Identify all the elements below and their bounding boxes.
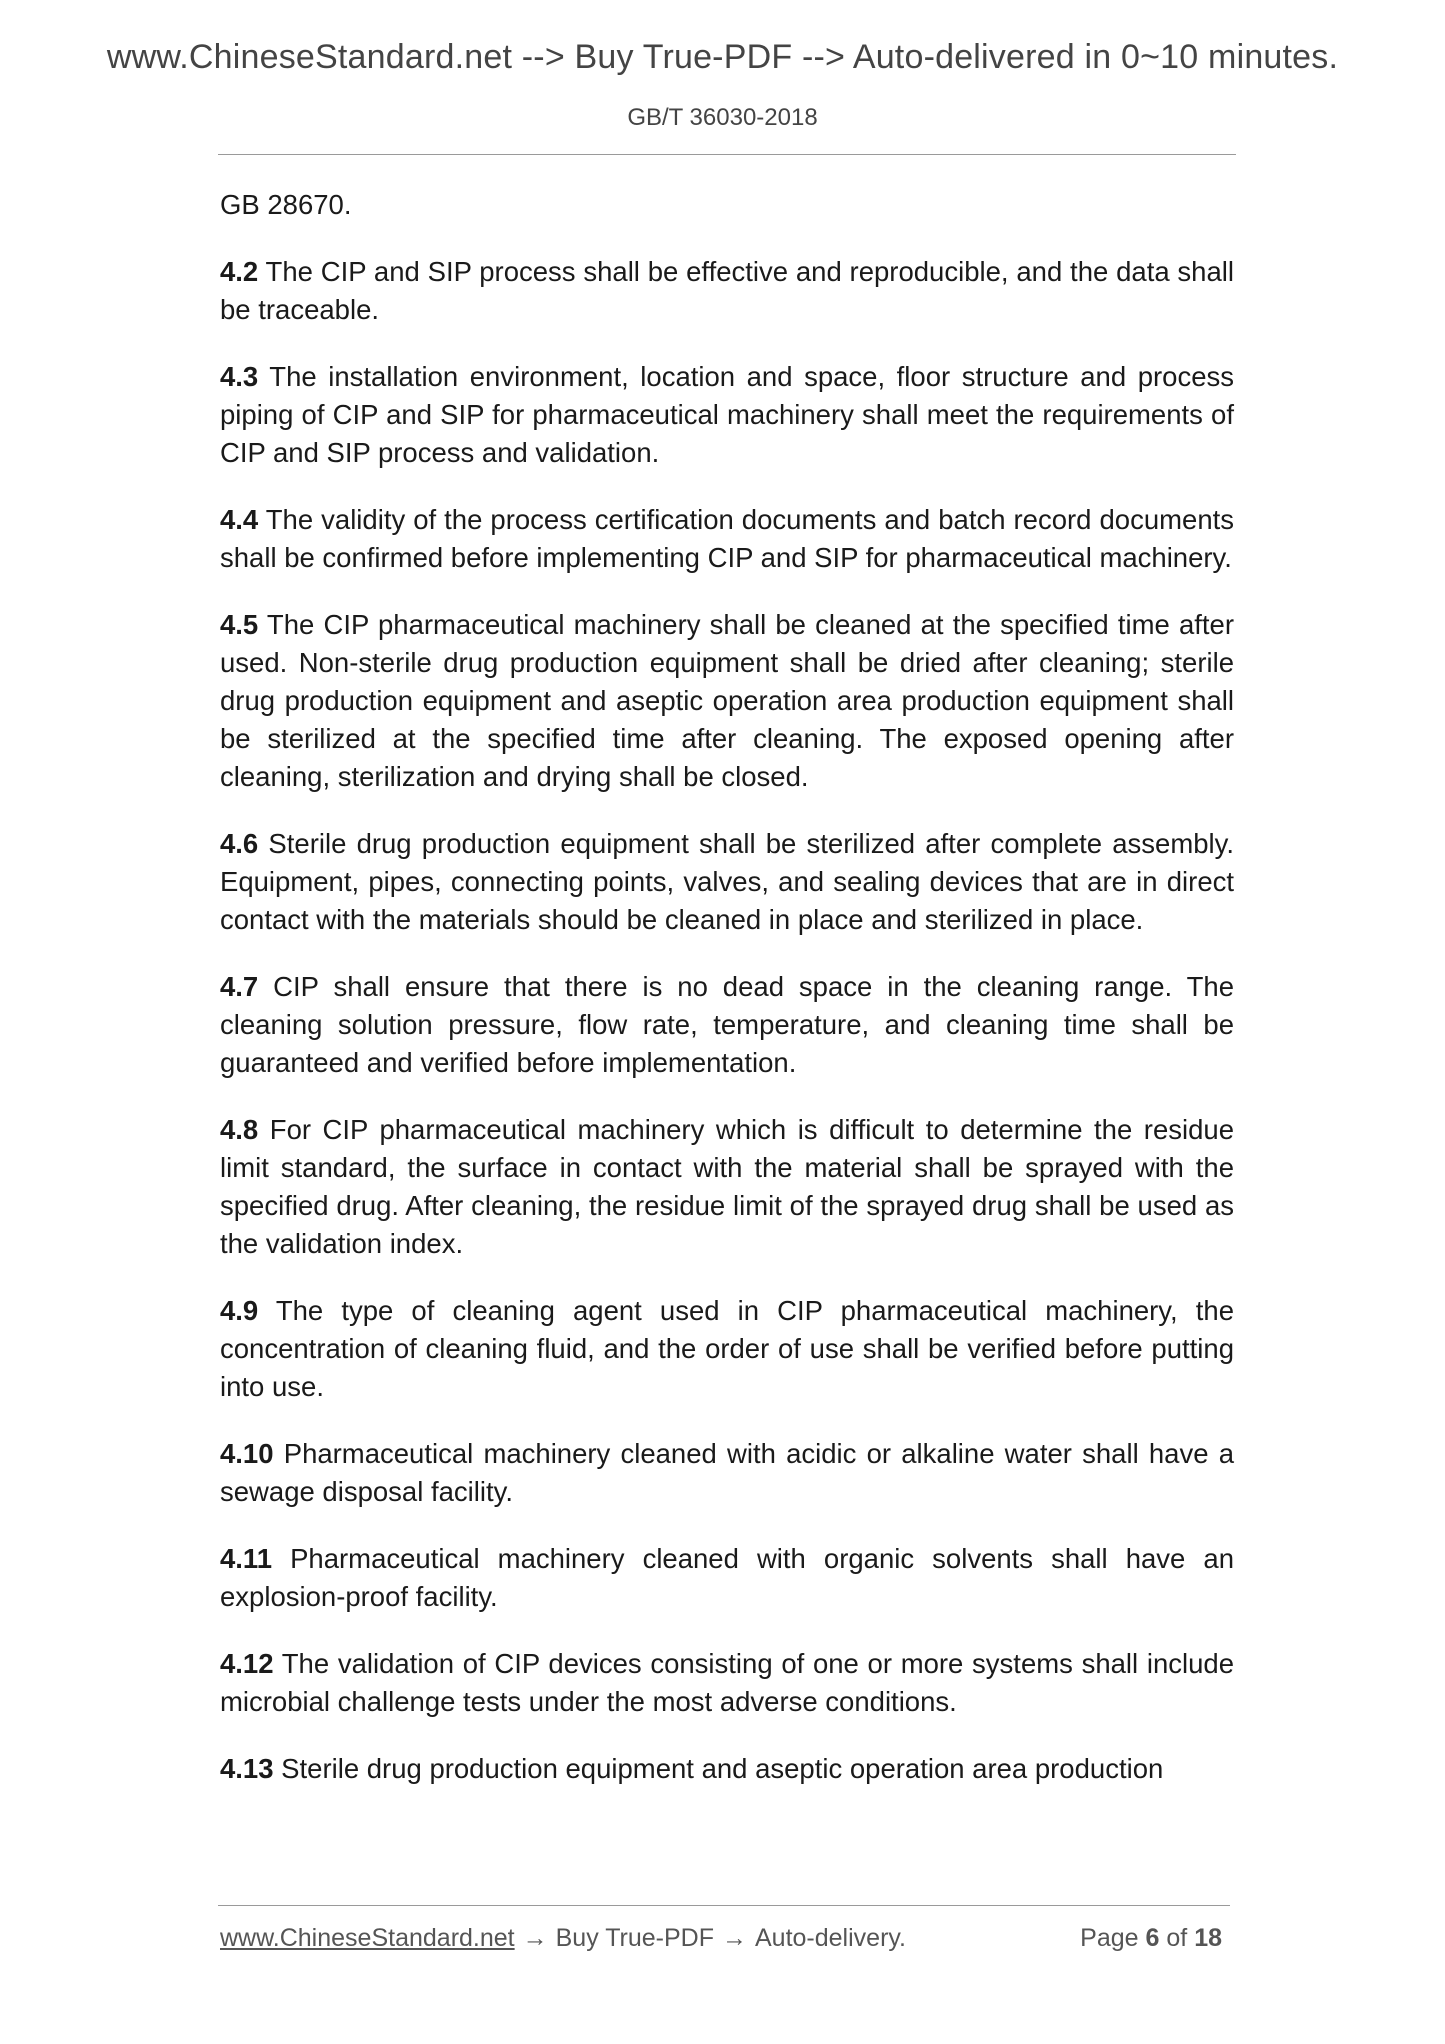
page-label: Page — [1080, 1924, 1139, 1952]
clause-number: 4.8 — [220, 1114, 259, 1145]
clause-number: 4.4 — [220, 504, 259, 535]
page-total: 18 — [1194, 1924, 1222, 1952]
clause-4-6 — [220, 825, 1234, 939]
clause-number: 4.12 — [220, 1648, 274, 1679]
clause-text: Sterile drug production equipment and aseptic operation area production — [273, 1753, 1164, 1784]
clause-number: 4.3 — [220, 361, 259, 392]
clause-text: The installation environment, location and space, floor structure and process piping of CIP and SIP for pharmaceutical machinery shall meet the requirements of CIP and SIP process and validation. — [220, 361, 1234, 468]
clause-text: CIP shall ensure that there is no dead space in the cleaning range. The cleaning solution pressure, flow rate, temperature, and cleaning time shall be guaranteed and verified before implementation. — [220, 971, 1234, 1078]
clause-number: 4.13 — [220, 1753, 274, 1784]
clause-text: The CIP and SIP process shall be effective and reproducible, and the data shall be traceable. — [220, 256, 1234, 325]
clause-number: 4.11 — [220, 1543, 273, 1574]
clause-4-8 — [220, 1111, 1234, 1263]
site-banner: www.ChineseStandard.net --> Buy True-PDF --> Auto-delivered in 0~10 minutes. — [106, 38, 1339, 76]
clause-number: 4.5 — [220, 609, 259, 640]
clause-text: Sterile drug production equipment shall be sterilized after complete assembly. Equipment, pipes, connecting points, valves, and sealing devices that are in direct contact with the materials should be cleaned in place and sterilized in place. — [220, 828, 1234, 935]
clause-number: 4.7 — [220, 971, 259, 1002]
clause-4-12 — [220, 1645, 1234, 1721]
clause-number: 4.9 — [220, 1295, 259, 1326]
clause-4-11 — [220, 1540, 1234, 1616]
clause-4-13 — [220, 1750, 1234, 1788]
clause-4-7 — [220, 968, 1234, 1082]
document-body — [220, 186, 1234, 1817]
clause-text: The CIP pharmaceutical machinery shall be cleaned at the specified time after used. Non-sterile drug production equipment shall be dried after cleaning; sterile drug production equipment and aseptic operation area production equipment shall be sterilized at the specified time after cleaning. The exposed opening after cleaning, sterilization and drying shall be closed. — [220, 609, 1234, 792]
footer-site-link[interactable]: www.ChineseStandard.net — [220, 1924, 515, 1952]
clause-number: 4.10 — [220, 1438, 274, 1469]
page-current: 6 — [1145, 1924, 1160, 1952]
clause-4-2 — [220, 253, 1234, 329]
footer-divider — [218, 1905, 1230, 1906]
right-arrow-icon: → — [722, 1924, 747, 1952]
page-footer — [220, 1924, 1230, 1960]
clause-text: The validity of the process certification documents and batch record documents shall be confirmed before implementing CIP and SIP for pharmaceutical machinery. — [220, 504, 1234, 573]
clause-text: The type of cleaning agent used in CIP pharmaceutical machinery, the concentration of cleaning fluid, and the order of use shall be verified before putting into use. — [220, 1295, 1234, 1402]
page-indicator — [1080, 1924, 1222, 1953]
clause-4-9 — [220, 1292, 1234, 1406]
page-of: of — [1166, 1924, 1188, 1952]
clause-4-4 — [220, 501, 1234, 577]
clause-4-5 — [220, 606, 1234, 796]
lead-paragraph — [220, 186, 1234, 224]
clause-4-3 — [220, 358, 1234, 472]
footer-delivery-text: Auto-delivery. — [755, 1924, 906, 1952]
clause-text: Pharmaceutical machinery cleaned with acidic or alkaline water shall have a sewage disposal facility. — [220, 1438, 1234, 1507]
lead-text: GB 28670. — [220, 189, 352, 220]
clause-text: Pharmaceutical machinery cleaned with organic solvents shall have an explosion-proof facility. — [220, 1543, 1234, 1612]
document-code: GB/T 36030-2018 — [627, 104, 818, 131]
clause-number: 4.2 — [220, 256, 259, 287]
header-divider — [218, 154, 1236, 155]
clause-text: For CIP pharmaceutical machinery which is difficult to determine the residue limit standard, the surface in contact with the material shall be sprayed with the specified drug. After cleaning, the residue limit of the sprayed drug shall be used as the validation index. — [220, 1114, 1234, 1259]
right-arrow-icon: → — [522, 1924, 548, 1952]
clause-4-10 — [220, 1435, 1234, 1511]
clause-text: The validation of CIP devices consisting of one or more systems shall include microbial challenge tests under the most adverse conditions. — [220, 1648, 1234, 1717]
footer-buy-text: Buy True-PDF — [555, 1924, 714, 1952]
footer-promo — [220, 1924, 906, 1953]
clause-number: 4.6 — [220, 828, 259, 859]
